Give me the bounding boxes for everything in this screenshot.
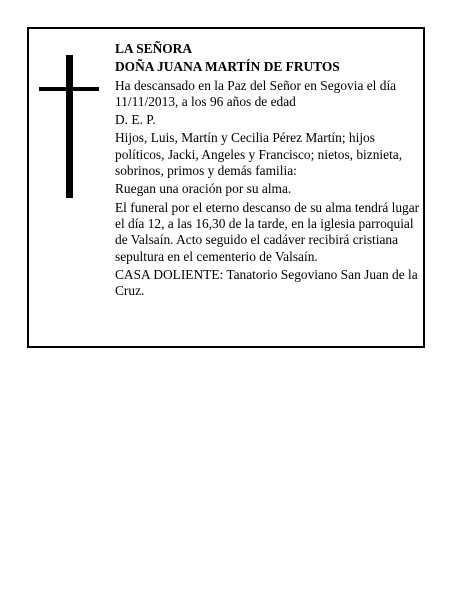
prayer-request-text: Ruegan una oración por su alma. (115, 181, 292, 197)
family-text: Hijos, Luis, Martín y Cecilia Pérez Martín; hijos políticos, Jacki, Angeles y Francisco; nietos, biznieta, sobrinos, primos y demás familia: (115, 130, 403, 179)
deceased-name: DOÑA JUANA MARTÍN DE FRUTOS (115, 59, 340, 75)
notice-text (115, 41, 423, 301)
funeral-details-text: El funeral por el eterno descanso de su alma tendrá lugar el día 12, a las 16,30 de la tarde, en la iglesia parroquial de Valsaín. Acto seguido el cadáver recibirá cristiana sepultura en el cementerio de Valsaín. (115, 199, 420, 264)
mourning-house-text: CASA DOLIENTE: Tanatorio Segoviano San Juan de la Cruz. (115, 266, 418, 299)
cross-vertical-bar (66, 55, 73, 198)
rip-text: D. E. P. (115, 112, 156, 128)
cross-horizontal-bar (39, 87, 99, 91)
announcement-text: Ha descansado en la Paz del Señor en Segovia el día 11/11/2013, a los 96 años de edad (115, 77, 397, 109)
obituary-notice (27, 27, 425, 348)
title-line-1: LA SEÑORA (115, 41, 193, 56)
